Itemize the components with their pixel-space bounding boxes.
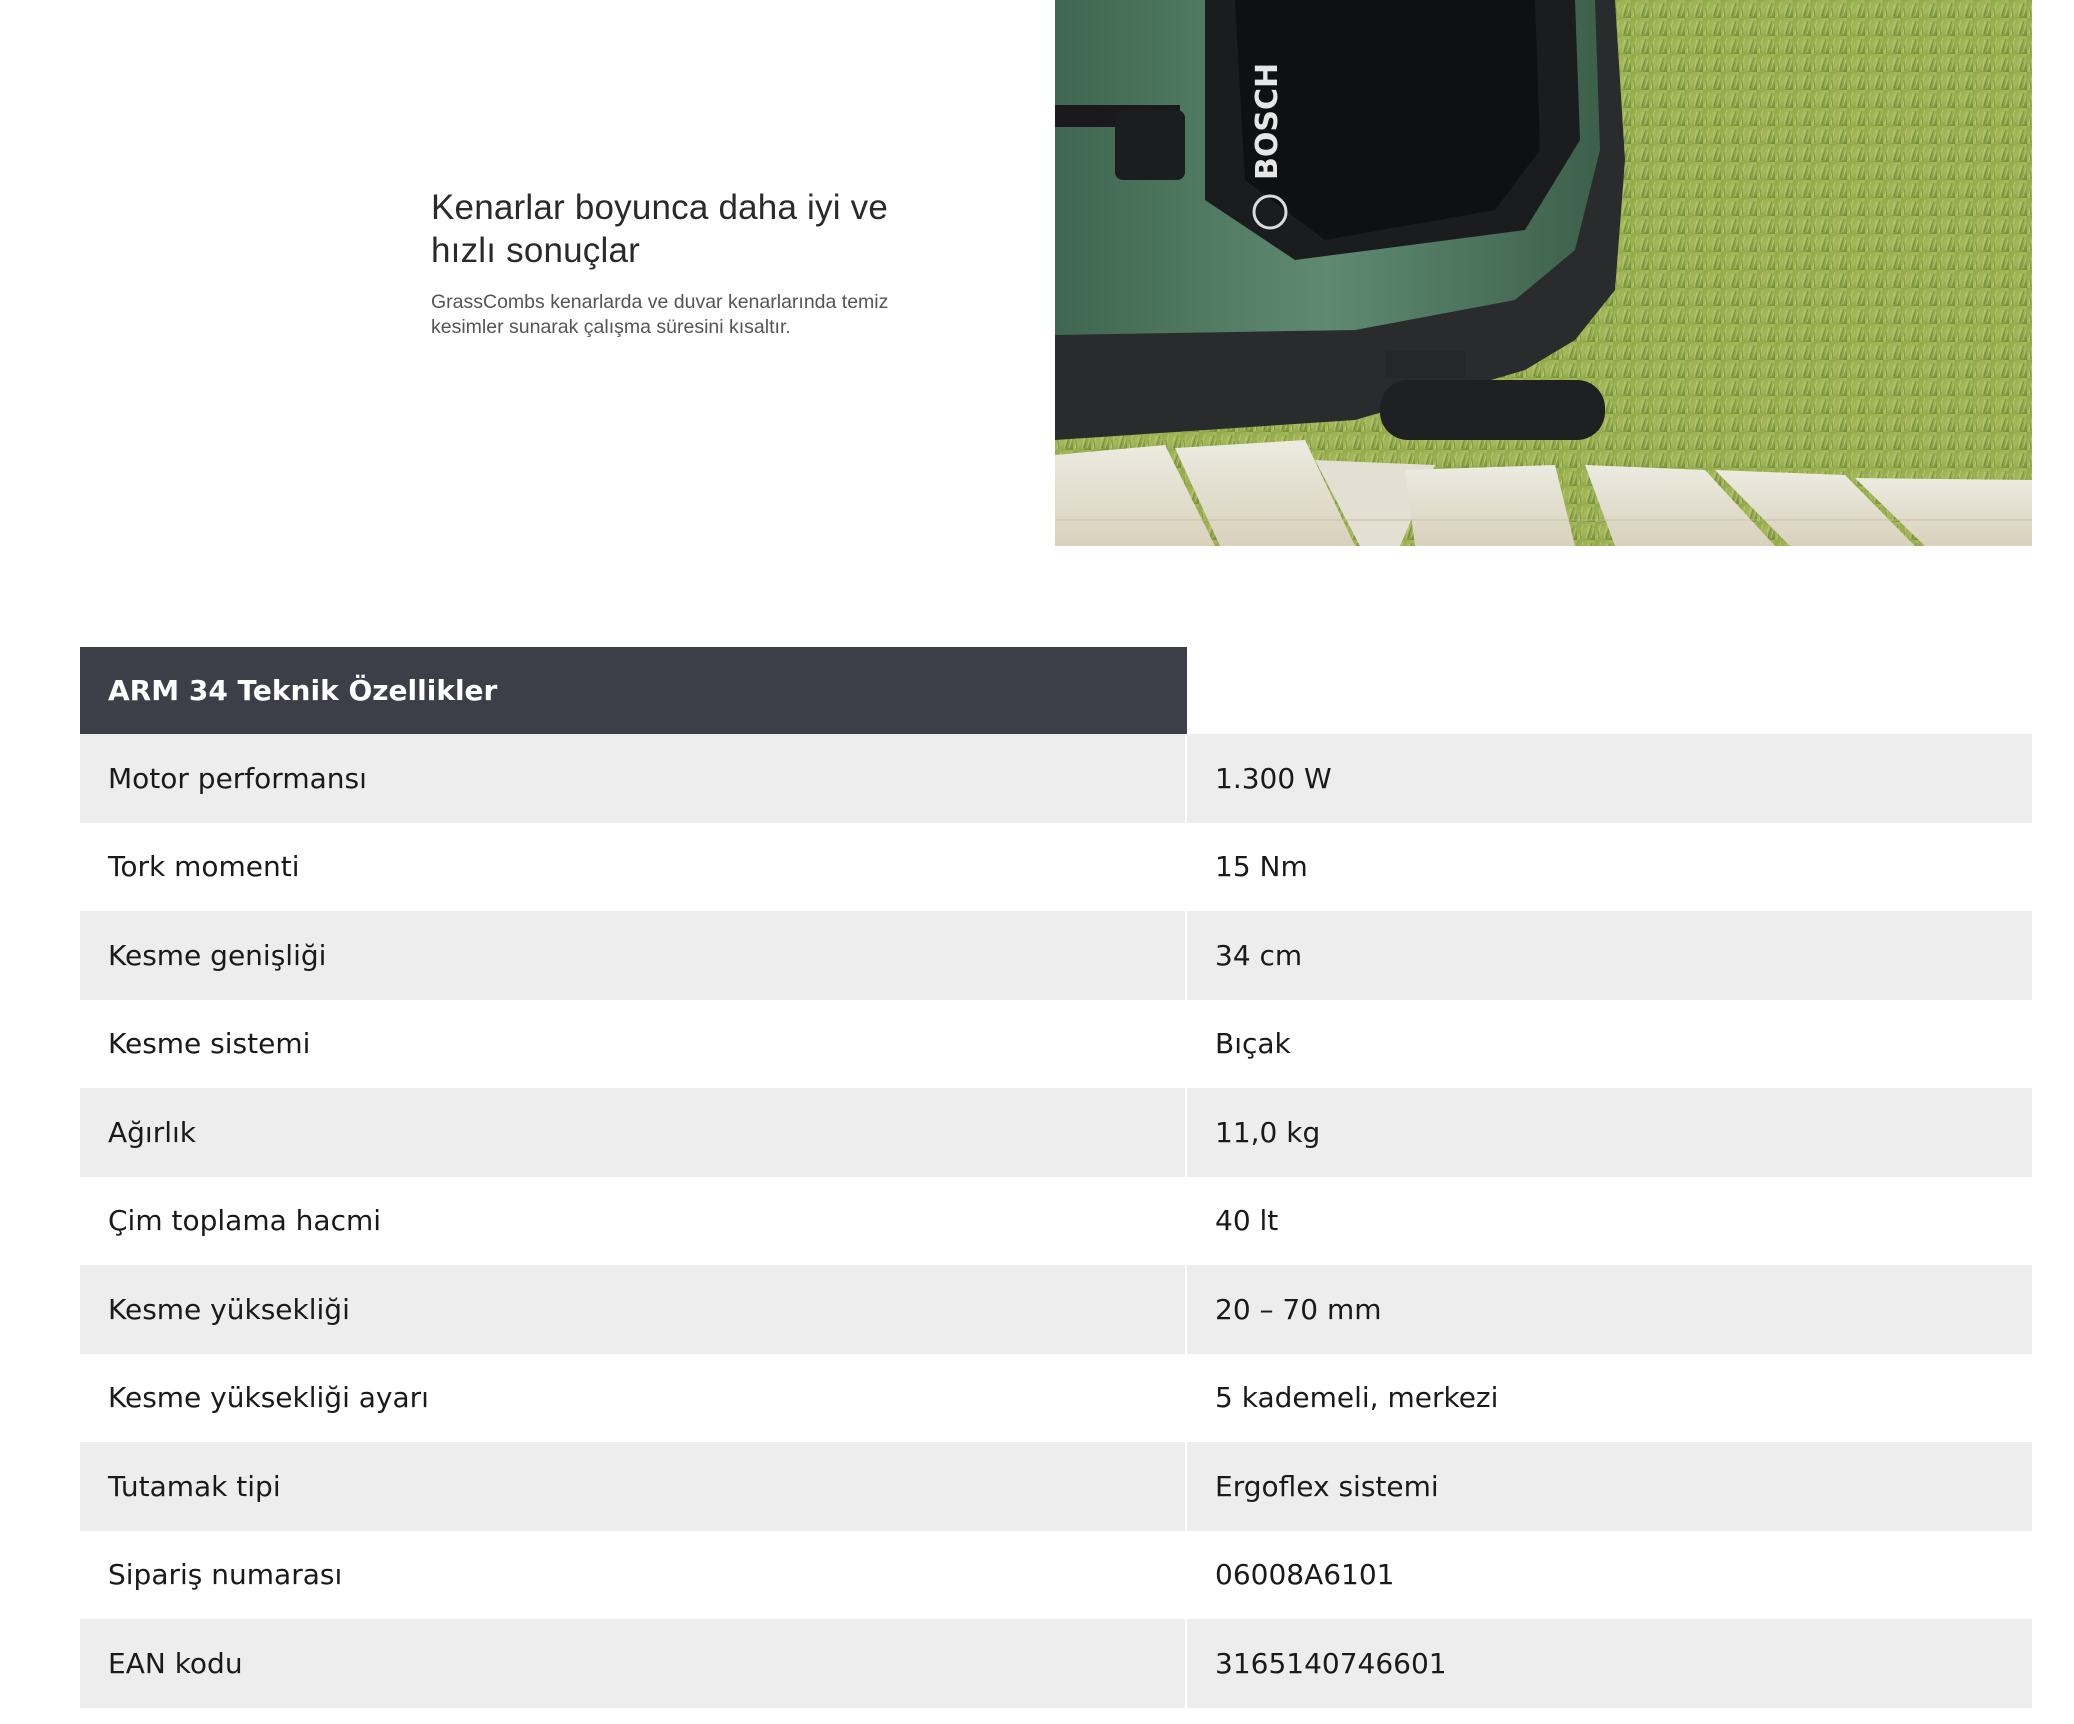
spec-value: Bıçak [1215,1027,1291,1061]
table-row [80,823,2032,912]
spec-value: 15 Nm [1215,850,1308,884]
feature-title: Kenarlar boyunca daha iyi ve hızlı sonuçlar [431,188,888,270]
spec-label: Ağırlık [80,1088,1187,1177]
spec-label: Kesme yüksekliği [80,1265,1187,1354]
feature-description: GrassCombs kenarlarda ve duvar kenarlarında temiz kesimler sunarak çalışma süresini kısaltır. [431,291,889,338]
spec-value: 06008A6101 [1215,1558,1395,1592]
bosch-logo-text: BOSCH [1250,62,1285,180]
table-row [80,734,2032,823]
spec-label: Kesme sistemi [80,1000,1187,1089]
spec-label: Tutamak tipi [80,1442,1187,1531]
table-row [80,1088,2032,1177]
table-row [80,1265,2032,1354]
spec-value: 5 kademeli, merkezi [1215,1381,1499,1415]
spec-rows [80,734,2032,1708]
spec-value: Ergoflex sistemi [1215,1469,1439,1503]
spec-value: 40 lt [1215,1204,1279,1238]
spec-value: 3165140746601 [1215,1646,1447,1680]
feature-banner [0,0,2074,545]
lawn-mower-image [1055,0,2032,546]
table-row [80,1442,2032,1531]
spec-label: EAN kodu [80,1619,1187,1708]
spec-value: 1.300 W [1215,761,1332,795]
table-row [80,1531,2032,1620]
spec-label: Çim toplama hacmi [80,1177,1187,1266]
spec-table [80,647,2032,1708]
table-row [80,1354,2032,1443]
feature-text-block [431,186,951,340]
spec-label: Motor performansı [80,734,1187,823]
spec-label: Kesme genişliği [80,911,1187,1000]
table-row [80,1619,2032,1708]
spec-value: 34 cm [1215,938,1303,972]
spec-label: Tork momenti [80,823,1187,912]
spec-value: 20 – 70 mm [1215,1292,1382,1326]
table-row [80,911,2032,1000]
table-row [80,1177,2032,1266]
spec-value: 11,0 kg [1215,1115,1321,1149]
table-row [80,1000,2032,1089]
spec-label: Kesme yüksekliği ayarı [80,1354,1187,1443]
spec-label: Sipariş numarası [80,1531,1187,1620]
spec-table-title: ARM 34 Teknik Özellikler [80,647,1187,734]
